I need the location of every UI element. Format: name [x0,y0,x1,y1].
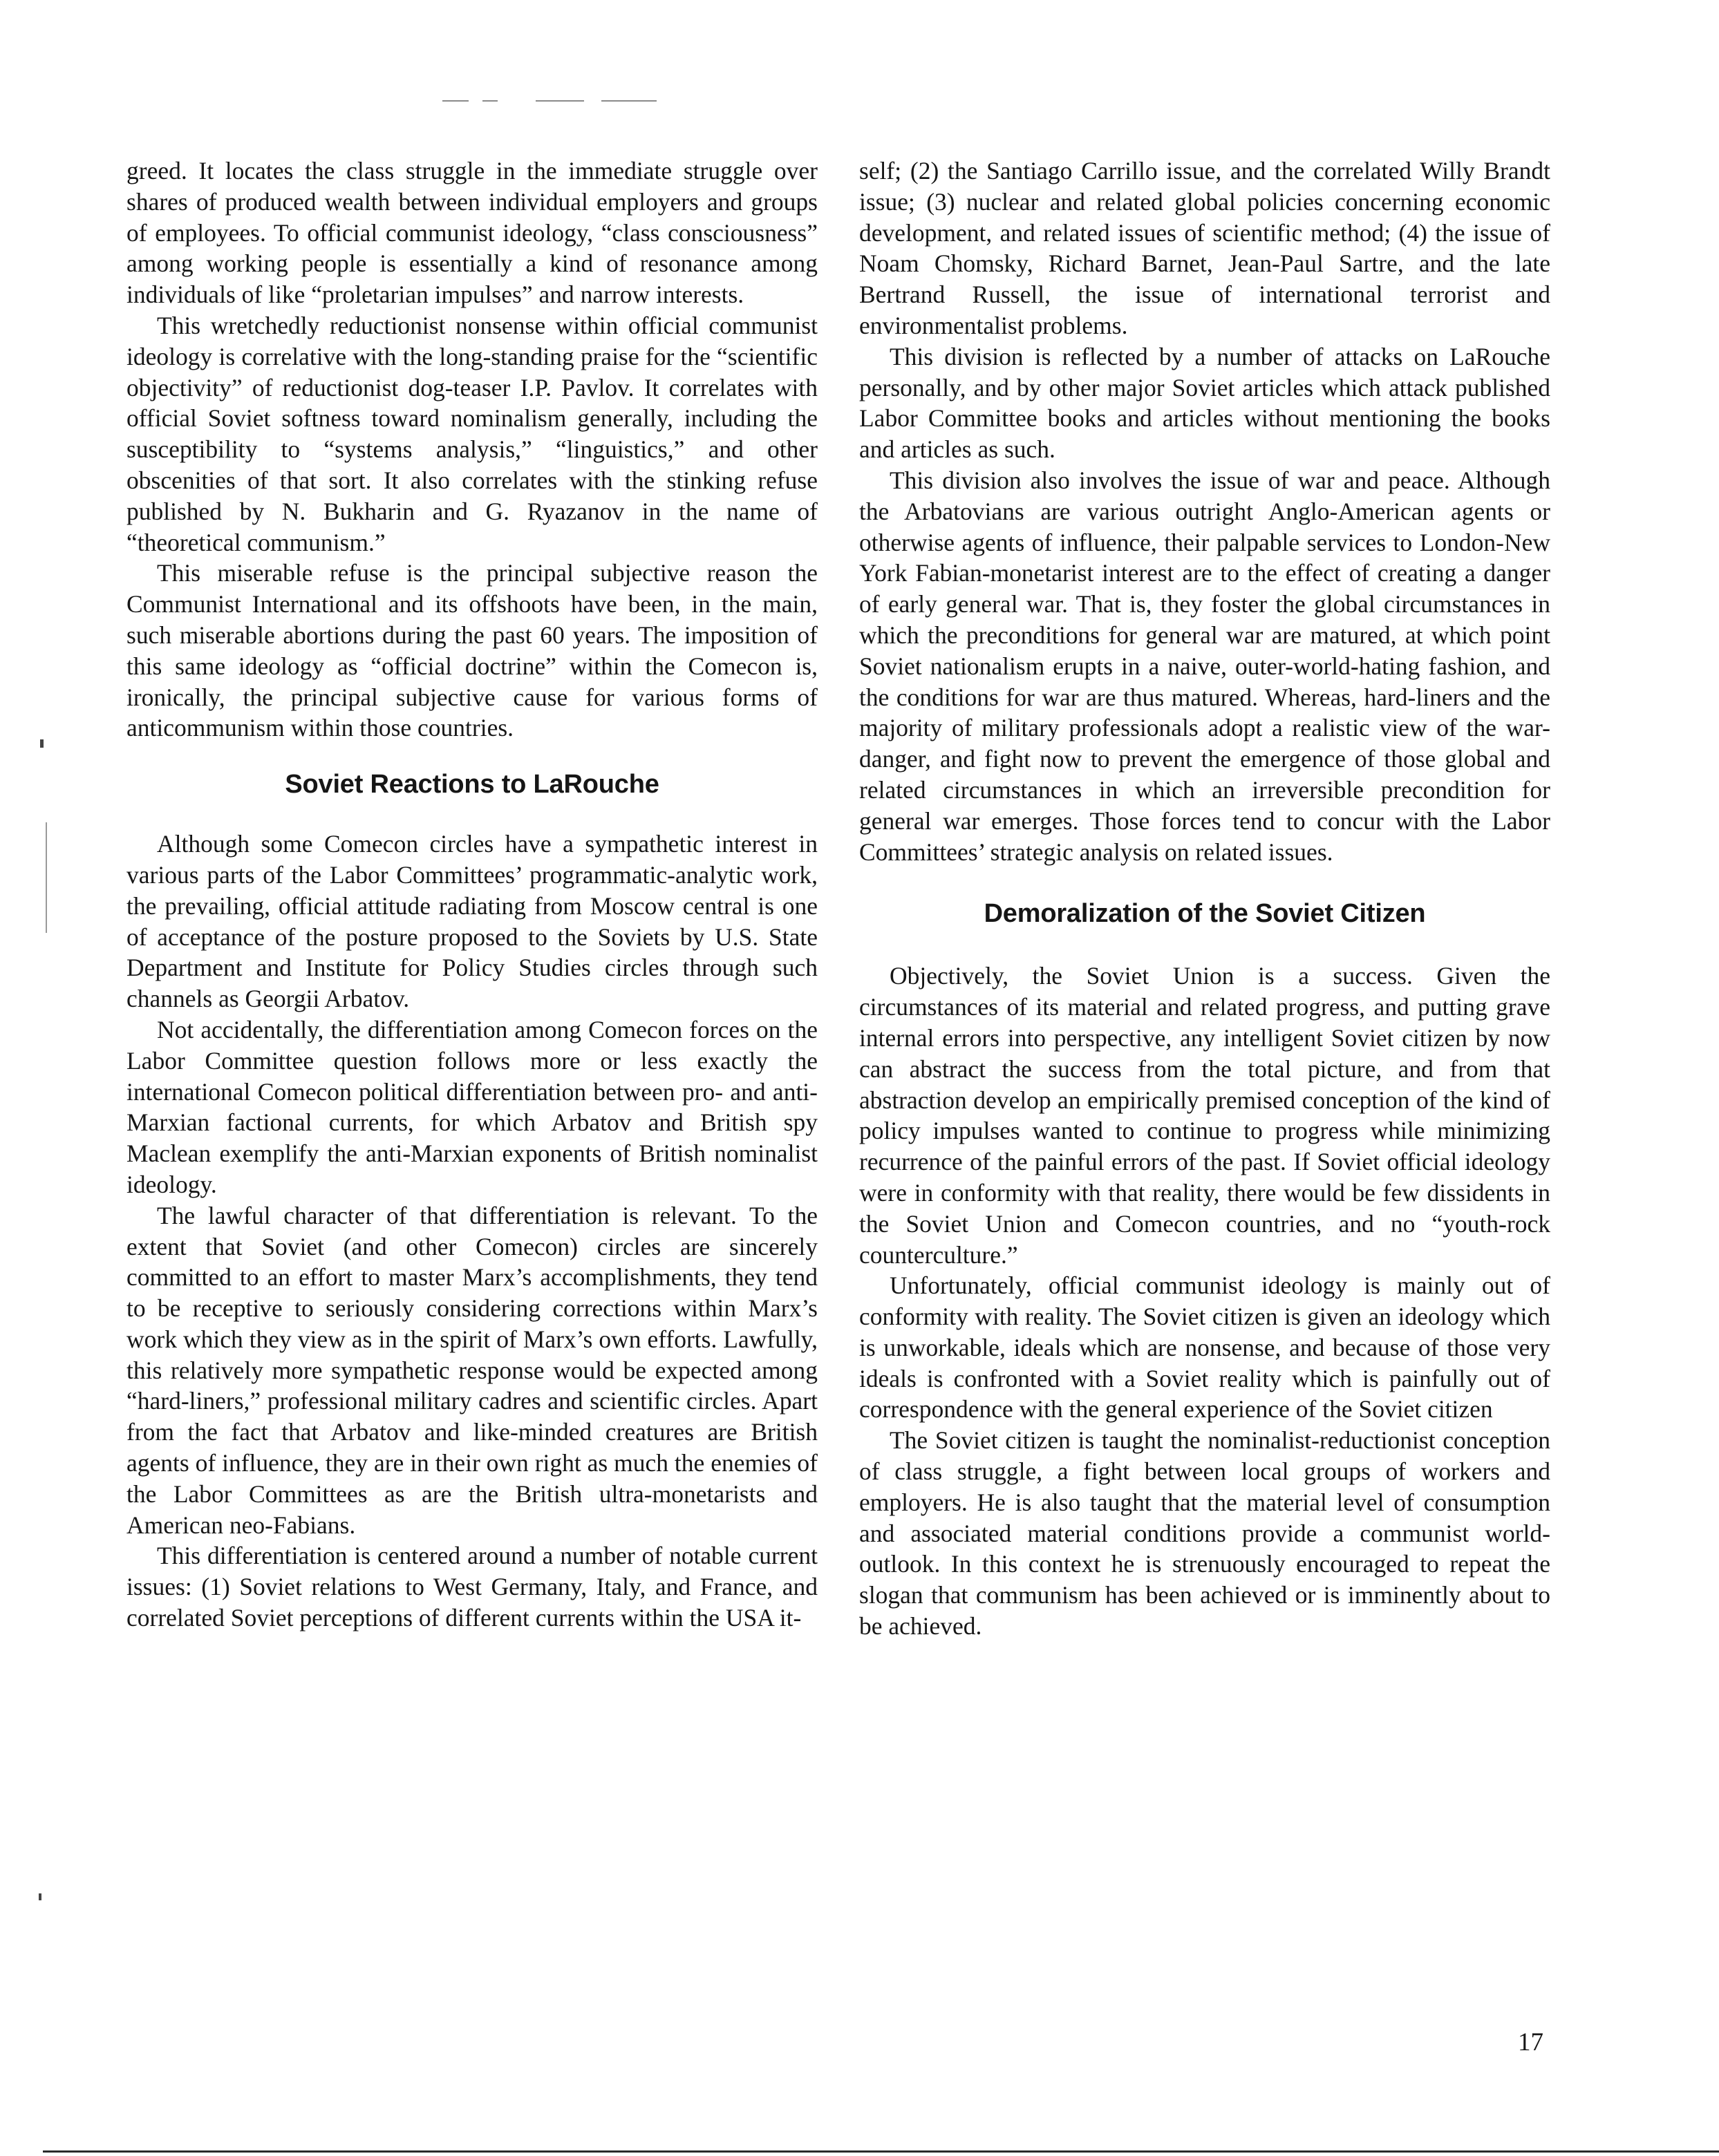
section-heading: Demoralization of the Soviet Citizen [984,899,1426,929]
paragraph: This wretchedly reductionist nonsense within official communist ideology is correlative with the long-standing praise for the “scientific objectivity” of reductionist dog-teaser I.P. Pavlov. It correlates with official Soviet softness toward nominalism generally, including the susceptibility to “systems analysis,” “linguistics,” and other obscenities of that sort. It also correlates with the stinking refuse published by N. Bukharin and G. Ryazanov in the name of “theoretical communism.” [126,311,818,556]
paragraph: This differentiation is centered around a number of notable current issues: (1) Soviet relations to West Germany, Italy, and France, and correlated Soviet perceptions of different currents within the USA it- [126,1542,818,1632]
paragraph: This miserable refuse is the principal subjective reason the Communist International and its offshoots have been, in the main, such miserable abortions during the past 60 years. The imposition of this same ideology as “official doctrine” within the Comecon is, ironically, the principal subjective cause for various forms of anticommunism within those countries. [126,559,818,742]
paragraph: self; (2) the Santiago Carrillo issue, and the correlated Willy Brandt issue; (3) nuclear and related global policies concerning economic development, and related issues of scientific method; (4) the issue of Noam Chomsky, Richard Barnet, Jean-Paul Sartre, and the late Bertrand Russell, the issue of international terrorist and environmentalist problems. [859,157,1550,339]
right-column [859,155,1550,1642]
scan-mark-margin [46,822,47,933]
paragraph: Not accidentally, the differentiation among Comecon forces on the Labor Committee question follows more or less exactly the international Comecon political differentiation between pro- and anti-Marxian factional currents, for which Arbatov and British spy Maclean exemplify the anti-Marxian exponents of British nominalist ideology. [126,1015,818,1198]
scan-mark-top [601,100,657,102]
left-column [126,155,818,1634]
scan-mark-margin [39,1893,41,1900]
section-heading: Soviet Reactions to LaRouche [285,770,659,800]
paragraph: The lawful character of that differentiation is relevant. To the extent that Soviet (and other Comecon) circles are sincerely committed to an effort to master Marx’s accomplishments, they tend to be receptive to seriously considering corrections within Marx’s work which they view as in the spirit of Marx’s own efforts. Lawfully, this relatively more sympathetic response would be expected among “hard-liners,” professional military cadres and scientific circles. Apart from the fact that Arbatov and like-minded creatures are British agents of influence, they are in their own right as much the enemies of the Labor Committees as are the British ultra-monetarists and American neo-Fabians. [126,1201,818,1539]
scan-mark-top [536,100,584,102]
paragraph: The Soviet citizen is taught the nominalist-reductionist conception of class struggle, a fight between local groups of workers and employers. He is also taught that the material level of consumption and associated material conditions provide a communist world-outlook. In this context he is strenuously encouraged to repeat the slogan that communism has been achieved or is imminently about to be achieved. [859,1426,1550,1640]
paragraph: greed. It locates the class struggle in the immediate struggle over shares of produced wealth between individual employers and groups of employees. To official communist ideology, “class consciousness” among working people is essentially a kind of resonance among individuals of like “proletarian impulses” and narrow interests. [126,157,818,309]
paragraph: This division also involves the issue of war and peace. Although the Arbatovians are various outright Anglo-American agents or otherwise agents of influence, their palpable services to London-New York Fabian-monetarist interest are to the effect of creating a danger of early general war. That is, they foster the global circumstances in which the preconditions for general war are matured, at which point Soviet nationalism erupts in a naive, outer-world-hating fashion, and the conditions for war are thus matured. Whereas, hard-liners and the majority of military professionals adopt a realistic view of the war-danger, and fight now to prevent the emergence of those global and related circumstances in which an irreversible precondition for general war emerges. Those forces tend to concur with the Labor Committees’ strategic analysis on related issues. [859,466,1550,866]
scan-mark-top [482,100,498,102]
paragraph: This division is reflected by a number of attacks on LaRouche personally, and by other major Soviet articles which attack published Labor Committee books and articles without mentioning the books and articles as such. [859,342,1550,464]
paragraph: Although some Comecon circles have a sympathetic interest in various parts of the Labor Committees’ programmatic-analytic work, the prevailing, official attitude radiating from Moscow central is one of acceptance of the posture proposed to the Soviets by U.S. State Department and Institute for Policy Studies circles through such channels as Georgii Arbatov. [126,830,818,1013]
paragraph: Unfortunately, official communist ideology is mainly out of conformity with reality. The Soviet citizen is given an ideology which is unworkable, ideals which are nonsense, and because of those very ideals is confronted with a Soviet reality which is painfully out of correspondence with the general experience of the Soviet citizen [859,1271,1550,1424]
paragraph: Objectively, the Soviet Union is a success. Given the circumstances of its material and related progress, and putting grave internal errors into perspective, any intelligent Soviet citizen by now can abstract the success from the total picture, and from that abstraction develop an empirically premised conception of the kind of policy impulses wanted to continue to progress while minimizing recurrence of the painful errors of the past. If Soviet official ideology were in conformity with that reality, there would be few dissidents in the Soviet Union and Comecon countries, and no “youth-rock counterculture.” [859,962,1550,1269]
scan-mark-top [442,100,469,102]
page-number: 17 [1518,2028,1543,2056]
scan-mark-margin [40,739,44,748]
bottom-rule [43,2150,1719,2153]
